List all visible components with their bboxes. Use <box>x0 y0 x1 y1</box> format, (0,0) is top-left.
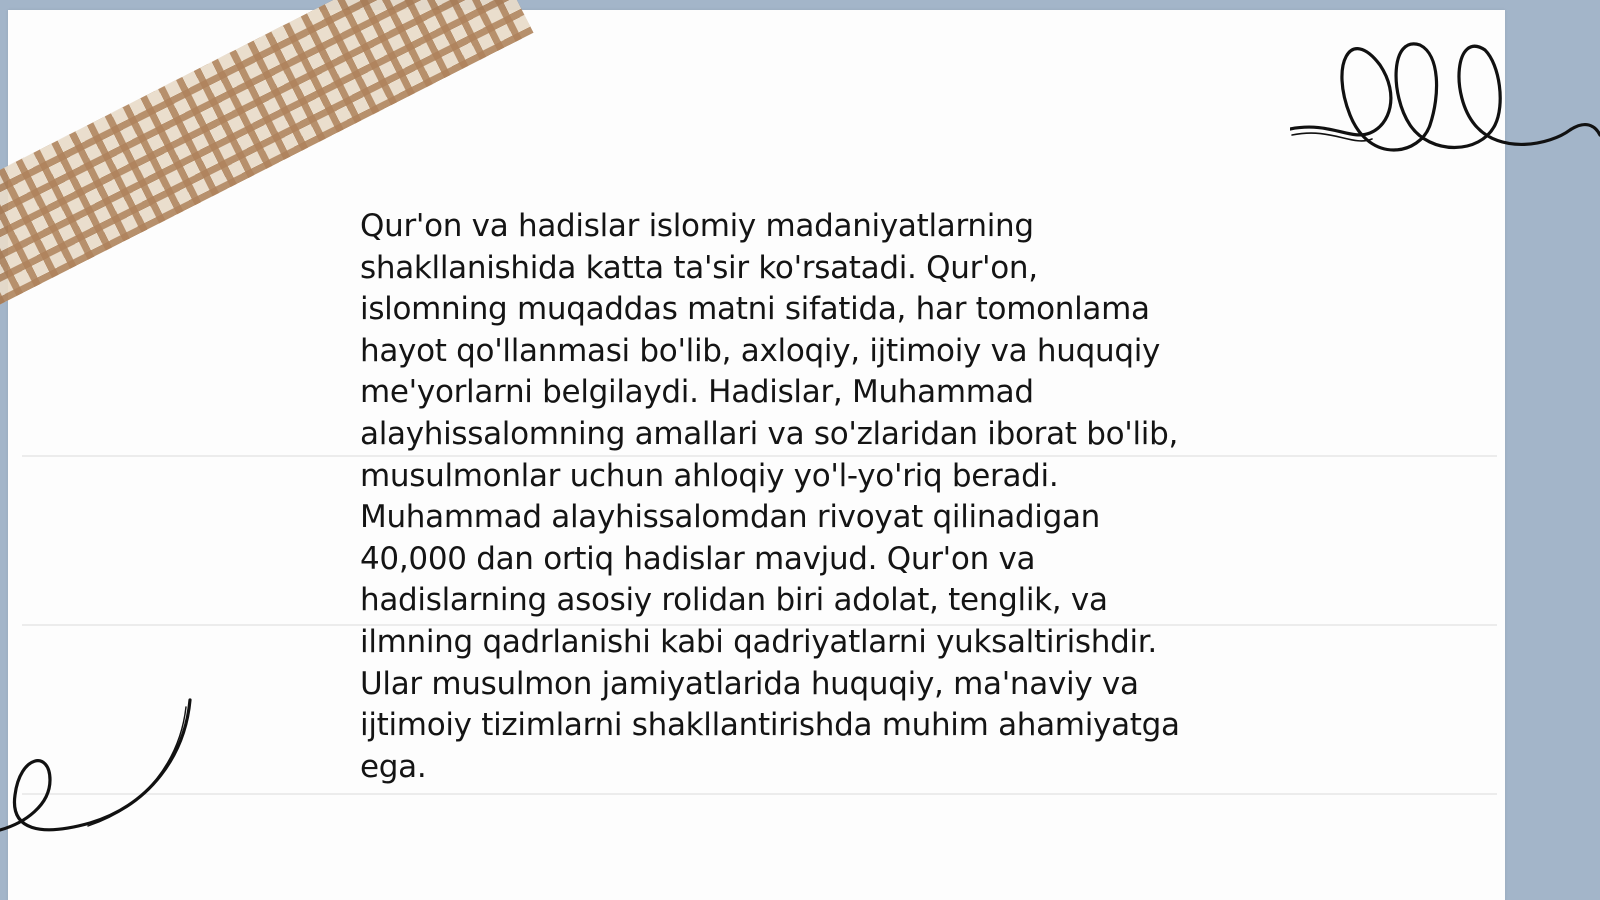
body-text-line: hayot qo'llanmasi bo'lib, axloqiy, ijtimoiy va huquqiy <box>360 332 1161 369</box>
body-text-line: ilmning qadrlanishi kabi qadriyatlarni yuksaltirishdir. <box>360 623 1157 660</box>
loop-scribble-icon <box>1290 25 1600 175</box>
slide-body-text <box>360 206 1260 788</box>
body-text-line: 40,000 dan ortiq hadislar mavjud. Qur'on va <box>360 540 1036 577</box>
body-text-line: ijtimoiy tizimlarni shakllantirishda muhim ahamiyatga <box>360 707 1180 744</box>
paper-rule-line <box>22 793 1497 795</box>
body-text-line: Muhammad alayhissalomdan rivoyat qilinadigan <box>360 499 1101 536</box>
swirl-scribble-icon <box>0 695 200 855</box>
body-text-line: ega. <box>360 748 427 785</box>
body-text-line: hadislarning asosiy rolidan biri adolat, tenglik, va <box>360 582 1108 619</box>
body-text-line: Ular musulmon jamiyatlarida huquqiy, ma'naviy va <box>360 665 1139 702</box>
body-text-line: shakllanishida katta ta'sir ko'rsatadi. Qur'on, <box>360 249 1038 286</box>
body-text-line: musulmonlar uchun ahloqiy yo'l-yo'riq beradi. <box>360 457 1059 494</box>
body-text-line: Qur'on va hadislar islomiy madaniyatlarning <box>360 208 1034 244</box>
body-text-line: islomning muqaddas matni sifatida, har tomonlama <box>360 291 1150 328</box>
body-text-line: me'yorlarni belgilaydi. Hadislar, Muhammad <box>360 374 1034 411</box>
body-text-line: alayhissalomning amallari va so'zlaridan iborat bo'lib, <box>360 415 1179 452</box>
